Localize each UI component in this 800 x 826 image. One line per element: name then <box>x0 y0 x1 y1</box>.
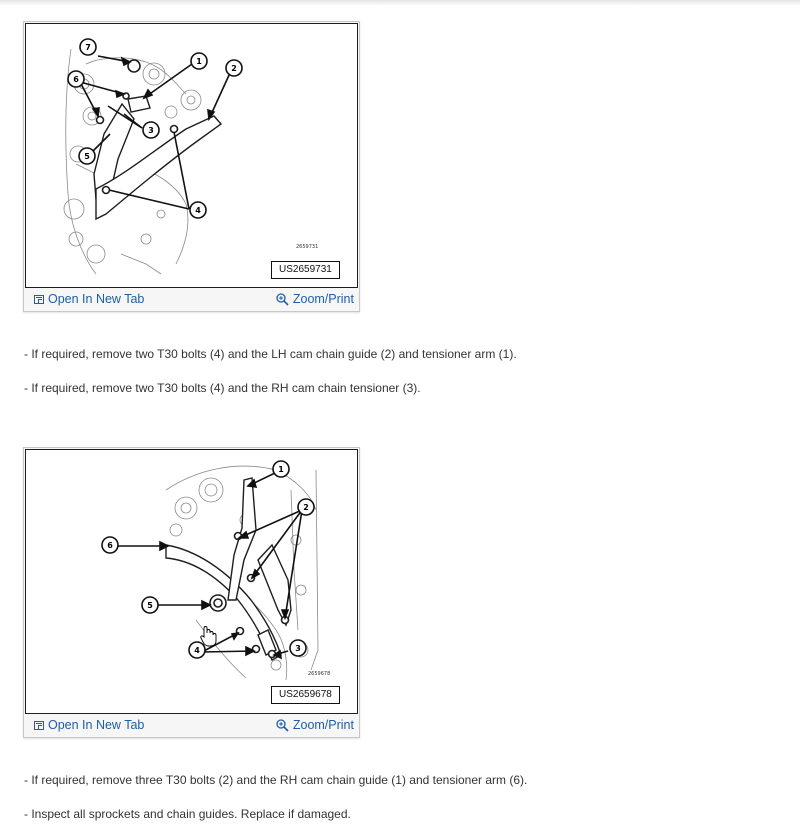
svg-text:1: 1 <box>278 465 284 474</box>
zoom-icon <box>276 293 289 306</box>
instruction-2: - If required, remove two T30 bolts (4) and the RH cam chain tensioner (3). <box>24 381 421 395</box>
callout-4 <box>190 202 206 218</box>
zoom-print-label: Zoom/Print <box>292 718 354 732</box>
callout-6 <box>68 71 84 87</box>
top-shadow-bar <box>0 0 800 6</box>
open-in-new-tab-icon <box>34 721 44 730</box>
callout-4 <box>189 642 205 658</box>
figure-footer-2 <box>24 715 359 737</box>
open-in-new-tab-link[interactable] <box>34 718 144 732</box>
callout-2 <box>226 60 242 76</box>
callout-2 <box>298 499 314 515</box>
callout-3 <box>143 122 159 138</box>
callout-1 <box>191 53 207 69</box>
figure-image-2[interactable] <box>25 449 358 714</box>
instruction-4: - Inspect all sprockets and chain guides. Replace if damaged. <box>24 807 351 821</box>
open-in-new-tab-link[interactable] <box>34 292 144 306</box>
figure-label: US2659678 <box>271 686 340 704</box>
callout-5 <box>142 597 158 613</box>
figure-card-2 <box>23 447 360 738</box>
zoom-print-label: Zoom/Print <box>292 292 354 306</box>
callout-5 <box>79 148 95 164</box>
svg-text:1: 1 <box>196 57 202 66</box>
svg-text:3: 3 <box>148 126 154 135</box>
callout-1 <box>273 461 289 477</box>
instruction-1: - If required, remove two T30 bolts (4) and the LH cam chain guide (2) and tensioner arm (1). <box>24 347 517 361</box>
figure-code-small: 2659678 <box>308 671 331 677</box>
zoom-print-link[interactable] <box>276 292 354 306</box>
svg-text:7: 7 <box>85 43 91 52</box>
figure-image-1[interactable] <box>25 23 358 288</box>
svg-text:5: 5 <box>84 152 90 161</box>
callout-3 <box>290 640 306 656</box>
svg-text:2: 2 <box>231 64 237 73</box>
figure-code-small: 2659731 <box>296 244 319 250</box>
zoom-print-link[interactable] <box>276 718 354 732</box>
svg-text:2: 2 <box>303 503 309 512</box>
open-in-new-tab-label: Open In New Tab <box>48 718 145 732</box>
figure-footer-1 <box>24 289 359 311</box>
svg-text:4: 4 <box>195 206 201 215</box>
svg-text:3: 3 <box>295 644 301 653</box>
callout-6 <box>102 537 118 553</box>
svg-text:4: 4 <box>194 646 200 655</box>
open-in-new-tab-label: Open In New Tab <box>48 292 145 306</box>
callout-7 <box>80 39 96 55</box>
svg-text:6: 6 <box>107 541 113 550</box>
zoom-icon <box>276 719 289 732</box>
figure-card-1 <box>23 21 360 312</box>
svg-text:5: 5 <box>147 601 153 610</box>
figure-label: US2659731 <box>271 261 340 279</box>
instruction-3: - If required, remove three T30 bolts (2) and the RH cam chain guide (1) and tensioner arm (6). <box>24 773 528 787</box>
open-in-new-tab-icon <box>34 295 44 304</box>
svg-text:6: 6 <box>73 75 79 84</box>
